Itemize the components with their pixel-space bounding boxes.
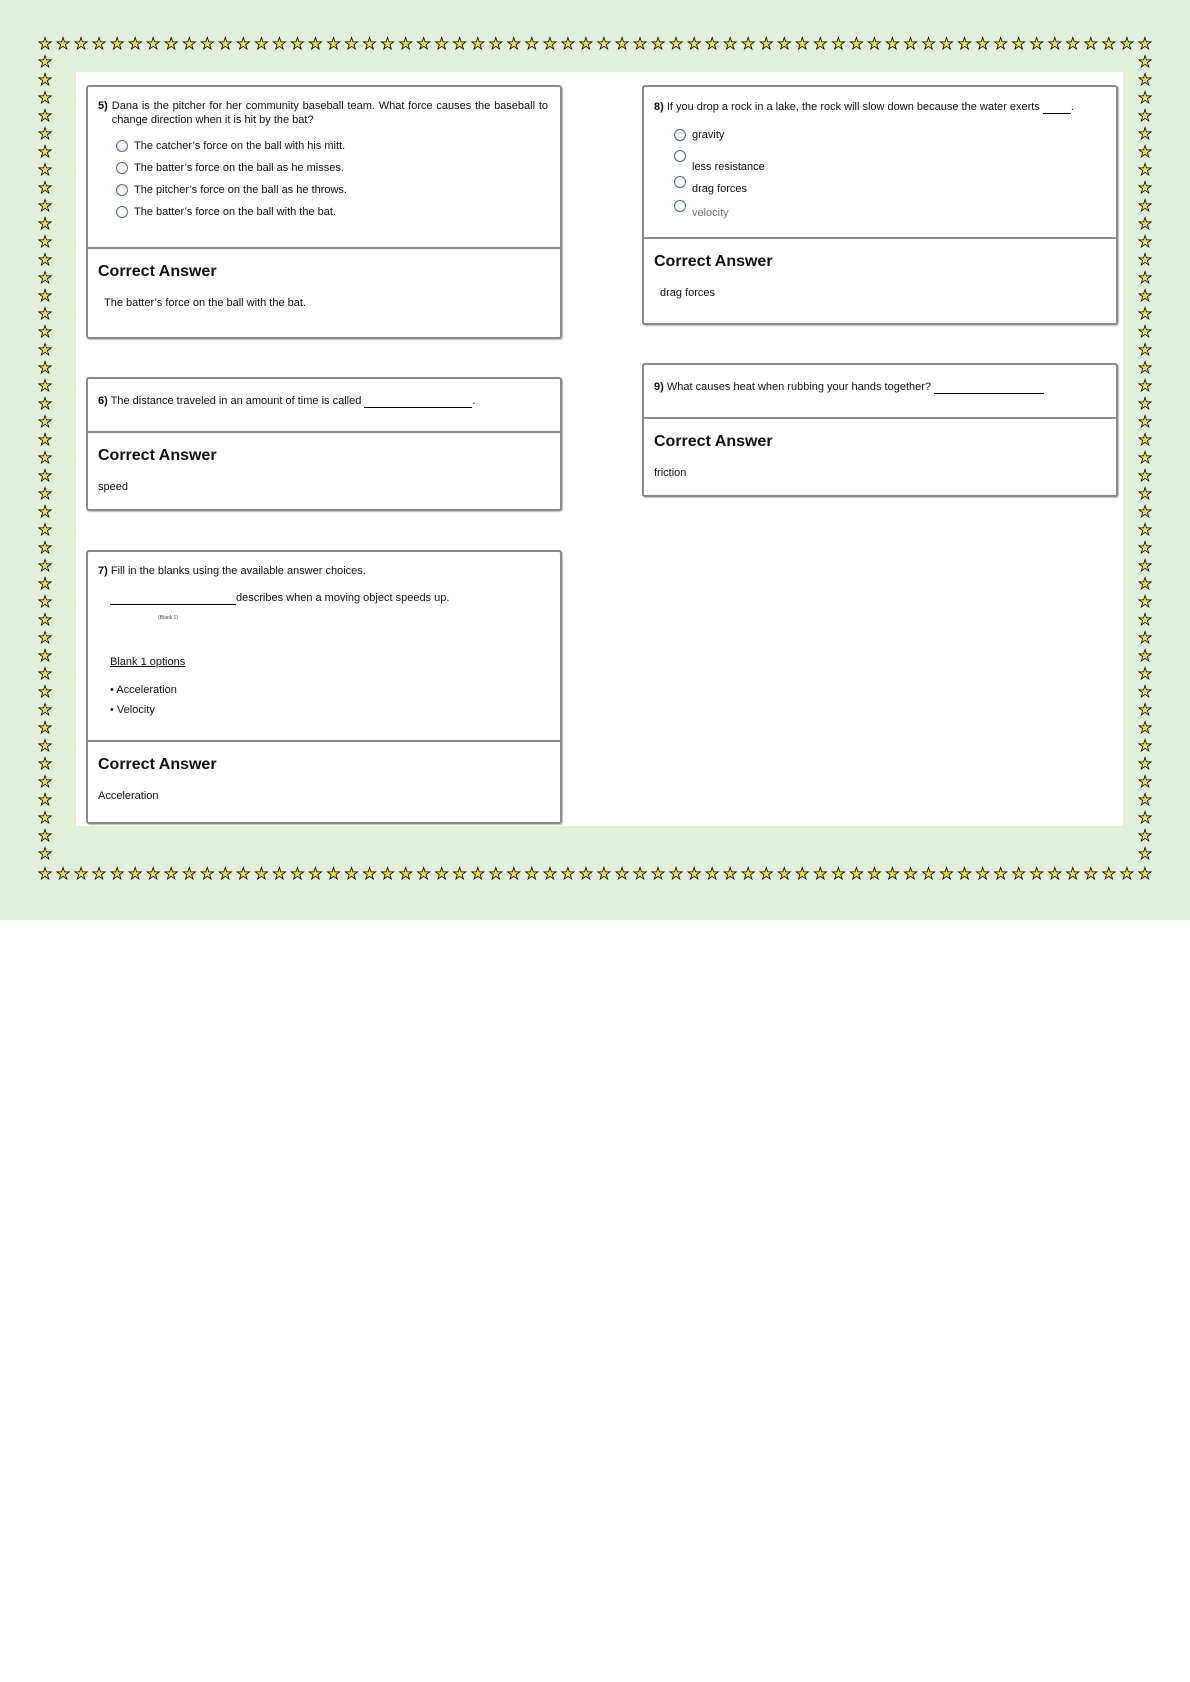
star-icon: ★ [650,34,666,53]
star-icon: ★ [1029,34,1044,53]
star-icon: ★ [1137,178,1153,197]
star-icon: ★ [308,864,323,883]
star-icon: ★ [1137,196,1153,215]
question-area [88,552,560,742]
correct-answer-heading: Correct Answer [98,756,217,773]
star-icon: ★ [524,864,540,883]
star-icon: ★ [1137,754,1153,773]
correct-answer-heading: Correct Answer [98,263,217,280]
star-icon: ★ [1137,484,1153,503]
star-border-top [36,35,1154,53]
star-icon: ★ [1137,664,1153,683]
star-icon: ★ [37,574,53,593]
question-number: 8) [654,101,664,113]
star-icon: ★ [290,34,305,53]
star-icon: ★ [542,864,558,883]
star-icon: ★ [37,106,53,125]
star-icon: ★ [1011,864,1026,883]
answer-blank[interactable] [934,379,1044,394]
star-icon: ★ [362,34,377,53]
star-icon: ★ [813,864,828,883]
blank-label: (Blank 1) [158,615,179,621]
star-icon: ★ [73,34,89,53]
question-text: Dana is the pitcher for her community baseball team. What force causes the baseball to change direction when it is hit by the bat? [111,100,548,126]
star-icon: ★ [200,34,215,53]
star-icon: ★ [957,34,972,53]
star-icon: ★ [398,864,413,883]
star-icon: ★ [704,864,720,883]
answer-area [644,239,1116,307]
star-icon: ★ [596,34,612,53]
star-icon: ★ [1101,864,1117,883]
star-icon: ★ [37,412,53,431]
star-icon: ★ [290,864,305,883]
question-text: If you drop a rock in a lake, the rock will slow down because the water exerts [666,101,1040,113]
star-icon: ★ [614,34,630,53]
star-icon: ★ [37,322,53,341]
star-icon: ★ [488,34,503,53]
correct-answer-text: friction [654,467,687,479]
star-icon: ★ [1137,88,1153,107]
star-icon: ★ [1137,448,1153,467]
star-icon: ★ [37,340,53,359]
star-icon: ★ [37,646,53,665]
answer-blank[interactable] [364,393,472,408]
star-icon: ★ [37,52,53,71]
star-icon: ★ [1083,864,1098,883]
star-icon: ★ [37,754,53,773]
star-icon: ★ [1137,628,1153,647]
star-icon: ★ [867,34,882,53]
star-icon: ★ [164,864,179,883]
star-icon: ★ [380,34,395,53]
star-border-right [1136,53,1154,863]
star-icon: ★ [37,628,53,647]
star-icon: ★ [37,864,53,883]
star-icon: ★ [1137,556,1153,575]
star-icon: ★ [723,864,738,883]
star-icon: ★ [723,34,738,53]
star-icon: ★ [1137,466,1153,485]
star-icon: ★ [1137,502,1153,521]
star-icon: ★ [272,864,287,883]
star-icon: ★ [632,864,648,883]
question-text: The distance traveled in an amount of time is called [110,395,362,407]
star-icon: ★ [326,34,341,53]
answer-option[interactable] [674,176,1104,196]
star-icon: ★ [254,34,269,53]
question-number: 7) [98,565,108,577]
star-icon: ★ [146,864,161,883]
question-area [88,379,560,433]
star-border-left [36,53,54,863]
radio-icon[interactable] [674,129,686,141]
star-icon: ★ [1137,376,1153,395]
star-icon: ★ [37,178,53,197]
star-icon: ★ [1137,106,1153,125]
star-icon: ★ [146,34,161,53]
star-icon: ★ [885,34,900,53]
correct-answer-heading: Correct Answer [98,447,217,464]
answer-option[interactable] [116,139,548,153]
answer-blank[interactable] [1043,99,1071,114]
star-icon: ★ [37,772,53,791]
star-icon: ★ [416,34,431,53]
radio-icon[interactable] [116,162,128,174]
question-number: 6) [98,395,108,407]
star-icon: ★ [741,864,756,883]
star-icon: ★ [903,34,918,53]
star-icon: ★ [867,864,882,883]
star-icon: ★ [1137,700,1153,719]
star-icon: ★ [686,34,702,53]
star-icon: ★ [1137,808,1153,827]
star-icon: ★ [218,34,233,53]
star-icon: ★ [849,864,864,883]
star-icon: ★ [1137,286,1153,305]
star-icon: ★ [470,34,485,53]
star-icon: ★ [1137,232,1153,251]
star-icon: ★ [1137,52,1153,71]
star-icon: ★ [831,864,846,883]
answer-blank[interactable] [110,590,236,605]
question-area [644,87,1116,239]
star-icon: ★ [1065,864,1080,883]
answer-area [644,419,1116,487]
star-icon: ★ [1137,322,1153,341]
correct-answer-text: The batter’s force on the ball with the bat. [104,297,306,309]
star-icon: ★ [1137,538,1153,557]
answer-option[interactable] [674,150,1104,174]
question-7-card [86,550,562,824]
star-icon: ★ [470,864,485,883]
star-icon: ★ [1137,736,1153,755]
star-icon: ★ [939,34,954,53]
question-6-card [86,377,562,511]
star-icon: ★ [524,34,540,53]
option-label: The catcher’s force on the ball with his mitt. [134,140,346,152]
star-icon: ★ [398,34,413,53]
question-text: Fill in the blanks using the available answer choices. [110,565,366,577]
star-icon: ★ [777,864,792,883]
star-icon: ★ [650,864,666,883]
star-icon: ★ [1137,124,1153,143]
star-icon: ★ [254,864,269,883]
star-icon: ★ [1137,34,1153,53]
star-icon: ★ [37,502,53,521]
star-icon: ★ [1137,718,1153,737]
star-icon: ★ [37,700,53,719]
star-icon: ★ [37,268,53,287]
star-icon: ★ [37,142,53,161]
question-text: What causes heat when rubbing your hands together? [666,381,932,393]
star-icon: ★ [434,864,449,883]
star-icon: ★ [993,34,1008,53]
star-icon: ★ [37,682,53,701]
star-icon: ★ [1047,864,1062,883]
star-icon: ★ [1137,214,1153,233]
star-icon: ★ [37,592,53,611]
star-icon: ★ [37,520,53,539]
answer-option[interactable] [116,161,548,175]
star-icon: ★ [37,538,53,557]
option-label: drag forces [692,183,748,195]
star-icon: ★ [109,864,125,883]
star-icon: ★ [200,864,215,883]
star-icon: ★ [1137,682,1153,701]
question-suffix: . [1070,101,1074,113]
star-icon: ★ [560,864,576,883]
star-icon: ★ [1101,34,1117,53]
star-icon: ★ [452,864,467,883]
star-icon: ★ [182,864,197,883]
star-icon: ★ [1137,358,1153,377]
star-icon: ★ [37,232,53,251]
star-icon: ★ [759,34,774,53]
star-icon: ★ [921,34,936,53]
star-icon: ★ [1137,340,1153,359]
star-icon: ★ [164,34,179,53]
answer-option[interactable] [674,200,1104,219]
option-text: Acceleration [116,684,177,696]
star-icon: ★ [416,864,431,883]
star-icon: ★ [37,214,53,233]
star-icon: ★ [37,790,53,809]
star-icon: ★ [741,34,756,53]
star-icon: ★ [759,864,774,883]
answer-area [88,433,560,501]
star-icon: ★ [182,34,197,53]
option-label: The batter’s force on the ball with the bat. [134,206,336,218]
option-text: Velocity [116,704,155,716]
star-icon: ★ [362,864,377,883]
star-icon: ★ [1137,646,1153,665]
star-icon: ★ [578,864,594,883]
star-icon: ★ [1137,142,1153,161]
star-icon: ★ [885,864,900,883]
star-icon: ★ [560,34,576,53]
star-icon: ★ [506,864,521,883]
answer-option[interactable] [116,183,548,197]
star-icon: ★ [91,864,107,883]
star-icon: ★ [55,34,71,53]
star-icon: ★ [1137,790,1153,809]
star-icon: ★ [37,250,53,269]
star-icon: ★ [542,34,558,53]
star-icon: ★ [1137,574,1153,593]
star-icon: ★ [452,34,467,53]
star-icon: ★ [1137,520,1153,539]
star-icon: ★ [37,466,53,485]
star-icon: ★ [1137,394,1153,413]
question-8-card [642,85,1118,325]
option-label: gravity [692,129,725,141]
star-icon: ★ [578,34,594,53]
star-icon: ★ [596,864,612,883]
star-icon: ★ [1011,34,1026,53]
options-label: Blank 1 options [110,656,186,668]
star-icon: ★ [37,160,53,179]
fill-sentence [110,590,548,605]
star-icon: ★ [1137,412,1153,431]
star-icon: ★ [37,808,53,827]
star-icon: ★ [632,34,648,53]
radio-icon[interactable] [116,184,128,196]
star-icon: ★ [1137,844,1153,863]
star-icon: ★ [37,88,53,107]
star-icon: ★ [37,34,53,53]
answer-option[interactable] [674,128,1104,142]
star-icon: ★ [614,864,630,883]
star-icon: ★ [704,34,720,53]
star-icon: ★ [37,430,53,449]
star-icon: ★ [903,864,918,883]
star-icon: ★ [1137,430,1153,449]
star-icon: ★ [236,34,251,53]
question-area [644,365,1116,419]
star-icon: ★ [37,556,53,575]
star-icon: ★ [1137,160,1153,179]
star-icon: ★ [37,718,53,737]
star-icon: ★ [37,664,53,683]
correct-answer-heading: Correct Answer [654,433,773,450]
star-icon: ★ [127,34,143,53]
star-icon: ★ [236,864,251,883]
radio-icon[interactable] [674,176,686,188]
answer-area [88,742,560,810]
correct-answer-heading: Correct Answer [654,253,773,270]
star-icon: ★ [37,124,53,143]
star-icon: ★ [218,864,233,883]
star-icon: ★ [1137,304,1153,323]
sentence-text: describes when a moving object speeds up. [236,592,450,604]
star-icon: ★ [272,34,287,53]
star-icon: ★ [37,70,53,89]
star-icon: ★ [1137,592,1153,611]
star-icon: ★ [37,448,53,467]
star-icon: ★ [326,864,341,883]
worksheet [76,72,1123,826]
star-icon: ★ [1119,864,1135,883]
star-icon: ★ [37,826,53,845]
radio-icon[interactable] [116,206,128,218]
star-icon: ★ [37,484,53,503]
question-9-card [642,363,1118,497]
list-item: • Acceleration [110,684,177,696]
question-suffix: . [472,395,476,407]
question-number: 9) [654,381,664,393]
star-icon: ★ [308,34,323,53]
star-icon: ★ [1083,34,1098,53]
star-icon: ★ [1029,864,1044,883]
star-icon: ★ [109,34,125,53]
star-icon: ★ [344,864,359,883]
star-icon: ★ [831,34,846,53]
star-icon: ★ [73,864,89,883]
star-icon: ★ [1137,268,1153,287]
star-icon: ★ [957,864,972,883]
star-icon: ★ [1137,70,1153,89]
star-icon: ★ [849,34,864,53]
star-icon: ★ [344,34,359,53]
option-label: velocity [692,207,729,219]
star-icon: ★ [668,864,684,883]
star-icon: ★ [37,196,53,215]
star-icon: ★ [993,864,1008,883]
radio-icon[interactable] [674,200,686,212]
star-icon: ★ [37,376,53,395]
correct-answer-text: speed [98,481,128,493]
radio-icon[interactable] [674,150,686,162]
star-icon: ★ [37,394,53,413]
option-label: less resistance [692,161,765,173]
star-icon: ★ [488,864,503,883]
answer-area [88,249,560,317]
answer-option[interactable] [116,205,548,219]
star-icon: ★ [975,34,990,53]
star-icon: ★ [1047,34,1062,53]
star-icon: ★ [506,34,521,53]
correct-answer-text: drag forces [660,287,716,299]
star-icon: ★ [777,34,792,53]
option-label: The batter’s force on the ball as he misses. [134,162,344,174]
star-icon: ★ [37,358,53,377]
star-icon: ★ [55,864,71,883]
star-icon: ★ [1137,826,1153,845]
star-icon: ★ [1137,772,1153,791]
star-icon: ★ [975,864,990,883]
star-icon: ★ [91,34,107,53]
star-icon: ★ [939,864,954,883]
option-label: The pitcher’s force on the ball as he throws. [134,184,347,196]
star-icon: ★ [1137,864,1153,883]
star-icon: ★ [37,610,53,629]
star-icon: ★ [668,34,684,53]
radio-icon[interactable] [116,140,128,152]
star-icon: ★ [434,34,449,53]
star-icon: ★ [37,844,53,863]
star-icon: ★ [1065,34,1080,53]
question-area [88,87,560,249]
star-icon: ★ [795,864,810,883]
star-border-bottom [36,865,1154,883]
star-icon: ★ [921,864,936,883]
star-icon: ★ [813,34,828,53]
star-icon: ★ [1137,610,1153,629]
star-icon: ★ [37,736,53,755]
star-icon: ★ [1137,250,1153,269]
correct-answer-text: Acceleration [98,790,159,802]
question-5-card [86,85,562,339]
star-icon: ★ [37,304,53,323]
star-icon: ★ [37,286,53,305]
star-icon: ★ [380,864,395,883]
star-icon: ★ [1119,34,1135,53]
question-number: 5) [98,100,108,112]
list-item: • Velocity [110,704,155,716]
star-icon: ★ [127,864,143,883]
star-icon: ★ [795,34,810,53]
star-icon: ★ [686,864,702,883]
